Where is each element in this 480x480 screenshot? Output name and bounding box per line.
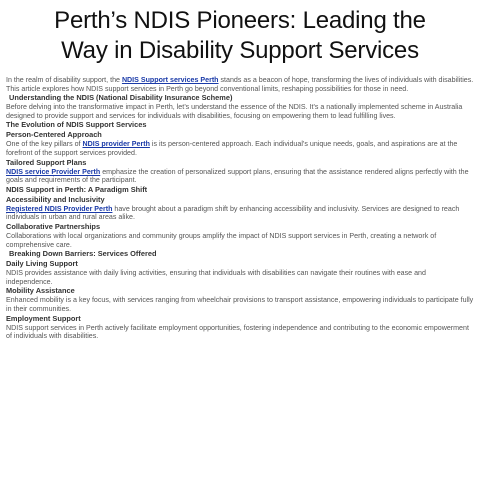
understanding-paragraph: Before delving into the transformative impact in Perth, let’s understand the essence of the NDIS. It’s a nationally implemented scheme in Australia designed to provide support and services for individuals with disabilities, focusing on empowering them to lead fulfilling lives.	[6, 103, 463, 120]
ndis-provider-perth-link[interactable]: NDIS provider Perth	[82, 140, 150, 149]
registered-ndis-provider-perth-link[interactable]: Registered NDIS Provider Perth	[6, 204, 113, 213]
subheading-employment: Employment Support	[6, 313, 81, 323]
section-heading-paradigm: NDIS Support in Perth: A Paradigm Shift	[6, 184, 148, 194]
subheading-accessibility: Accessibility and Inclusivity	[6, 194, 105, 204]
person-centered-paragraph: One of the key pillars of NDIS provider Perth is its person-centered approach. Each individual’s unique needs, goals, and aspirations are at the forefront of the support services provided.	[6, 140, 458, 157]
page-title	[6, 6, 474, 66]
mobility-paragraph: Enhanced mobility is a key focus, with services ranging from wheelchair provisions to transport assistance, empowering individuals to participate fully in their communities.	[6, 296, 474, 313]
ndis-service-provider-perth-link[interactable]: NDIS service Provider Perth	[6, 167, 101, 176]
ndis-support-services-perth-link[interactable]: NDIS Support services Perth	[121, 76, 219, 84]
tailored-paragraph: NDIS service Provider Perth emphasize the creation of personalized support plans, ensuring that the assistance rendered aligns perfectly with the goals and requirements of the participant.	[6, 167, 469, 185]
accessibility-paragraph: Registered NDIS Provider Perth have brought about a paradigm shift by enhancing accessibility and inclusivity. Services are designed to reach individuals in urban and rural areas alike.	[6, 204, 460, 222]
subheading-collaborative: Collaborative Partnerships	[6, 221, 101, 231]
subheading-mobility: Mobility Assistance	[6, 286, 75, 296]
collaborative-paragraph: Collaborations with local organizations and community groups amplify the impact of NDIS support services in Perth, creating a network of comprehensive care.	[6, 231, 437, 249]
article-body	[6, 76, 474, 341]
intro-paragraph: In the realm of disability support, the NDIS Support services Perth stands as a beacon of hope, transforming the lives of individuals with disabilities. This article explores how NDIS support services in Perth go beyond conventional limits, reshaping possibilities for those in need.	[6, 76, 474, 93]
daily-living-paragraph: NDIS provides assistance with daily living activities, ensuring that individuals with disabilities can navigate their routines with ease and independence.	[6, 269, 426, 286]
title-line-2: Way in Disability Support Services	[61, 37, 419, 64]
title-line-1: Perth’s NDIS Pioneers: Leading the	[54, 7, 426, 34]
section-heading-understanding: Understanding the NDIS (National Disability Insurance Scheme)	[9, 93, 233, 103]
subheading-tailored-support: Tailored Support Plans	[6, 157, 87, 167]
section-heading-barriers: Breaking Down Barriers: Services Offered	[9, 249, 157, 259]
section-heading-evolution: The Evolution of NDIS Support Services	[6, 120, 147, 130]
subheading-daily-living: Daily Living Support	[6, 259, 78, 269]
document-page	[0, 6, 480, 480]
subheading-person-centered: Person-Centered Approach	[6, 130, 102, 140]
employment-paragraph: NDIS support services in Perth actively facilitate employment opportunities, fostering independence and contributing to the economic empowerment of individuals with disabilities.	[6, 323, 469, 341]
